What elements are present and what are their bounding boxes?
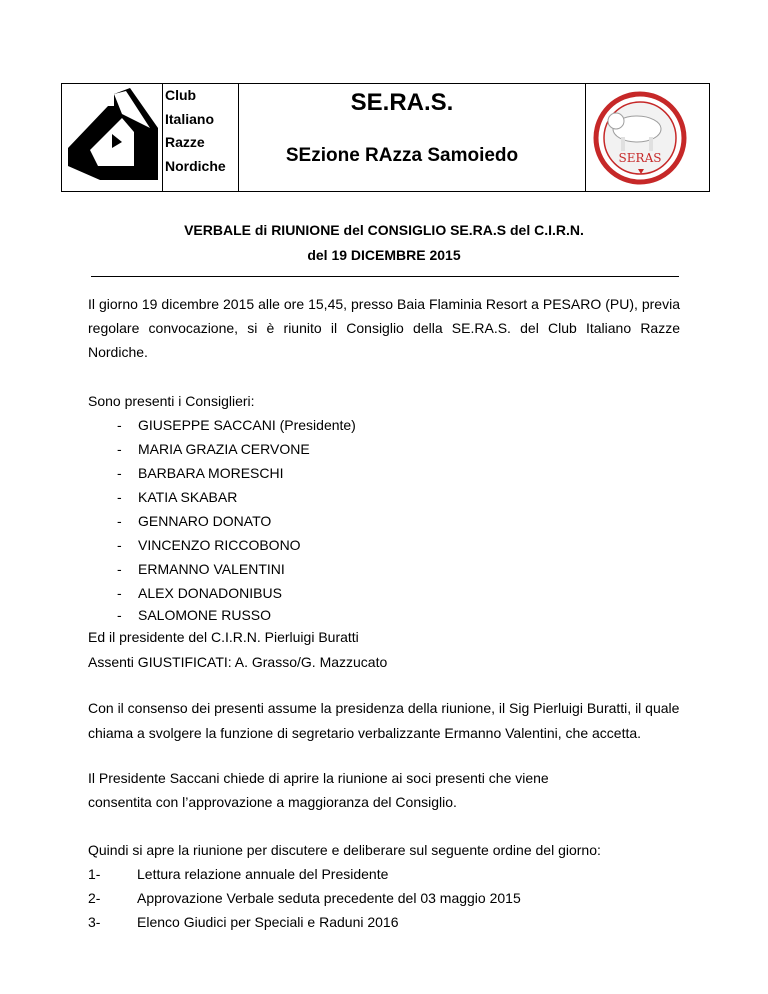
agenda-intro: Quindi si apre la riunione per discutere e deliberare sul seguente ordine del giorno: (88, 842, 601, 858)
club-line: Razze (165, 134, 205, 150)
president-paragraph-line: consentita con l’approvazione a maggioranza del Consiglio. (88, 794, 457, 810)
document-heading: VERBALE di RIUNIONE del CONSIGLIO SE.RA.S del C.I.R.N. (184, 222, 584, 238)
absent-line: Assenti GIUSTIFICATI: A. Grasso/G. Mazzucato (88, 654, 388, 670)
seras-subtitle: SEzione RAzza Samoiedo (285, 145, 519, 166)
heading-rule (91, 276, 679, 277)
header-table (61, 83, 710, 192)
cirn-logo (62, 84, 162, 191)
table-divider (162, 84, 163, 191)
consensus-line: Con il consenso dei presenti assume la presidenza della riunione, il Sig Pierluigi Buratti, il quale (88, 700, 680, 716)
club-line: Nordiche (165, 157, 226, 174)
president-line: Ed il presidente del C.I.R.N. Pierluigi Buratti (88, 629, 359, 645)
present-label: Sono presenti i Consiglieri: (88, 393, 255, 409)
seras-samoyed-logo (591, 89, 689, 187)
club-line: Italiano (165, 110, 215, 127)
document-date: del 19 DICEMBRE 2015 (307, 247, 461, 263)
document-page: Club Italiano Razze Nordiche SE.RA.S. SEzione RAzza Samoiedo SERAS VERBALE di RIUNIONE del CONSIGLIO SE.RA.S del C.I.R.N. del 19 DICEMBRE 2015 Il giorno 19 dicembre 2015 alle ore 15,45, presso Baia Flaminia Resort a PESARO (PU), previa regolare convocazione, si è riunito il Consiglio della SE.RA.S. del Club Italiano Razze Nordiche. Sono presenti i Consiglieri: - GIUSEPPE SACCANI (Presidente) - MARIA GRAZIA CERVONE - BARBARA MORESCHI - KATIA SKABAR - GENNARO DONATO - VINCENZO RICCOBONO - ERMANNO VALENTINI - ALEX DONADONIBUS - SALOMONE RUSSO Ed il presidente del C.I.R.N. Pierluigi Buratti Assenti GIUSTIFICATI: A. Grasso/G. Mazzucato Con il consenso dei presenti assume la presidenza della riunione, il Sig Pierluigi Buratti, il quale chiama a svolgere la funzione di segretario verbalizzante Ermanno Valentini, che accetta. Il Presidente Saccani chiede di aprire la riunione ai soci presenti che viene consentita con l’approvazione a maggioranza del Consiglio. Quindi si apre la riunione per discutere e deliberare sul seguente ordine del giorno: 1- Lettura relazione annuale del Presidente 2- Approvazione Verbale seduta precedente del 03 maggio 2015 3- Elenco Giudici per Speciali e Raduni 2016 (0, 0, 768, 994)
seras-title: SE.RA.S. (350, 89, 454, 116)
intro-paragraph: Il giorno 19 dicembre 2015 alle ore 15,45, presso Baia Flaminia Resort a PESARO (PU), previa regolare convocazione, si è riunito il Consiglio della SE.RA.S. del Club Italiano Razze Nordiche. (88, 296, 680, 360)
table-divider (585, 84, 586, 191)
president-paragraph-line: Il Presidente Saccani chiede di aprire la riunione ai soci presenti che viene (88, 770, 549, 786)
consensus-line: chiama a svolgere la funzione di segretario verbalizzante Ermanno Valentini, che accetta. (88, 725, 642, 741)
club-line: Club (165, 87, 197, 103)
svg-text:SERAS: SERAS (618, 151, 662, 165)
title-block (242, 84, 562, 167)
